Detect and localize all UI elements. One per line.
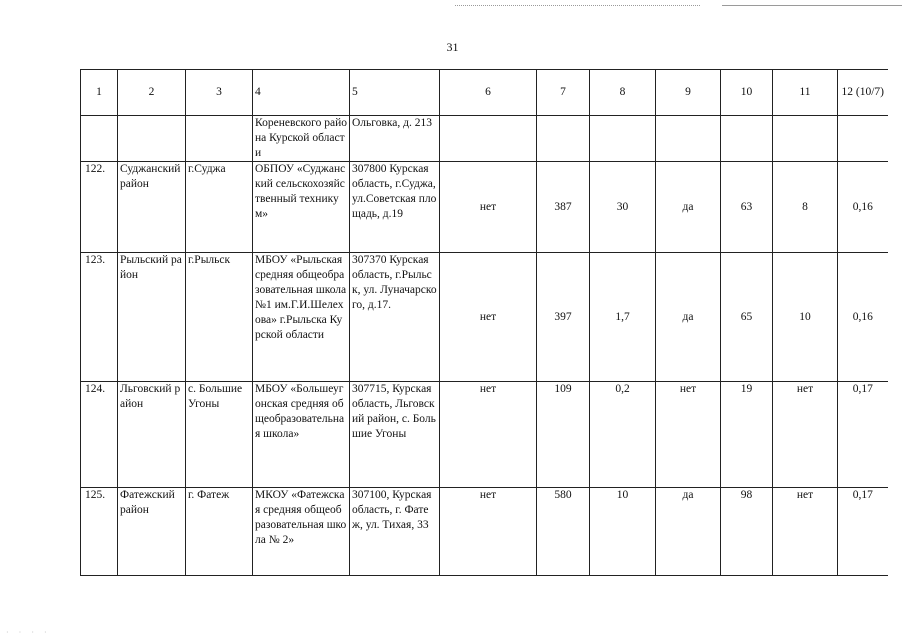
cell-col7: 580 [537, 488, 590, 576]
cell-col9: да [656, 488, 721, 576]
cell-col8: 30 [590, 162, 656, 253]
cell-institution: МБОУ «Рыльская средняя общеобразовательная школа №1 им.Г.И.Шелехова» г.Рыльска Курской области [253, 253, 350, 382]
cell-col8: 10 [590, 488, 656, 576]
cell-empty [537, 116, 590, 162]
continuation-row [81, 116, 888, 162]
cell-empty [838, 116, 888, 162]
cell-col11: 10 [773, 253, 838, 382]
cell-address: 307100, Курская область, г. Фатеж, ул. Тихая, 33 [350, 488, 440, 576]
cell-col6: нет [440, 382, 537, 488]
cell-locality: г.Суджа [186, 162, 253, 253]
cell-number: 122. [81, 162, 118, 253]
cell-empty [590, 116, 656, 162]
header-col-9: 9 [656, 70, 721, 116]
cell-number: 124. [81, 382, 118, 488]
header-col-8: 8 [590, 70, 656, 116]
scan-noise: · · · · [6, 628, 51, 637]
cell-locality: г.Рыльск [186, 253, 253, 382]
cell-col6: нет [440, 253, 537, 382]
cell-col12: 0,16 [838, 162, 888, 253]
cell-address: 307715, Курская область, Льговский район, с. Большие Угоны [350, 382, 440, 488]
table-row [81, 253, 888, 382]
cell-col12: 0,17 [838, 382, 888, 488]
cell-number: 125. [81, 488, 118, 576]
cell-empty [186, 116, 253, 162]
cell-district: Фатежский район [118, 488, 186, 576]
scan-top-line-left [455, 5, 700, 6]
header-col-3: 3 [186, 70, 253, 116]
header-col-4: 4 [253, 70, 350, 116]
cell-col6: нет [440, 488, 537, 576]
cell-institution: МБОУ «Большеугонская средняя общеобразовательная школа» [253, 382, 350, 488]
scan-top-line-right [722, 5, 902, 6]
cell-institution: МКОУ «Фатежская средняя общеобразовательная школа № 2» [253, 488, 350, 576]
cell-col9: да [656, 162, 721, 253]
header-col-7: 7 [537, 70, 590, 116]
cell-empty [773, 116, 838, 162]
cell-col12: 0,16 [838, 253, 888, 382]
cell-col9: нет [656, 382, 721, 488]
cell-col7: 109 [537, 382, 590, 488]
cell-col7: 397 [537, 253, 590, 382]
cell-col11: нет [773, 488, 838, 576]
cell-institution: ОБПОУ «Суджанский сельскохозяйственный техникум» [253, 162, 350, 253]
cell-col10: 98 [721, 488, 773, 576]
cell-col7: 387 [537, 162, 590, 253]
cell-empty [656, 116, 721, 162]
table-row [81, 382, 888, 488]
cell-locality: г. Фатеж [186, 488, 253, 576]
header-col-6: 6 [440, 70, 537, 116]
cell-locality: с. Большие Угоны [186, 382, 253, 488]
cell-district: Льговский район [118, 382, 186, 488]
cell-district: Рыльский район [118, 253, 186, 382]
cell-col11: нет [773, 382, 838, 488]
cell-empty [118, 116, 186, 162]
header-col-5: 5 [350, 70, 440, 116]
cell-address: 307370 Курская область, г.Рыльск, ул. Луначарского, д.17. [350, 253, 440, 382]
cell-address: 307800 Курская область, г.Суджа, ул.Советская площадь, д.19 [350, 162, 440, 253]
cell-empty [440, 116, 537, 162]
header-col-10: 10 [721, 70, 773, 116]
page-number: 31 [446, 40, 459, 54]
cell-empty [81, 116, 118, 162]
cell-col10: 19 [721, 382, 773, 488]
cell-col10: 65 [721, 253, 773, 382]
table-row [81, 162, 888, 253]
table-row [81, 488, 888, 576]
cell-col8: 1,7 [590, 253, 656, 382]
cell-col6: нет [440, 162, 537, 253]
cell-number: 123. [81, 253, 118, 382]
header-col-12: 12 (10/7) [838, 70, 888, 116]
header-row [81, 70, 888, 116]
cell-empty [721, 116, 773, 162]
cell-col12: 0,17 [838, 488, 888, 576]
header-col-2: 2 [118, 70, 186, 116]
institutions-table [80, 69, 888, 576]
header-col-1: 1 [81, 70, 118, 116]
cell-col8: 0,2 [590, 382, 656, 488]
cell-address-cont: Ольговка, д. 213 [350, 116, 440, 162]
cell-institution-cont: Кореневского района Курской области [253, 116, 350, 162]
cell-col9: да [656, 253, 721, 382]
cell-district: Суджанский район [118, 162, 186, 253]
cell-col10: 63 [721, 162, 773, 253]
header-col-11: 11 [773, 70, 838, 116]
cell-col11: 8 [773, 162, 838, 253]
